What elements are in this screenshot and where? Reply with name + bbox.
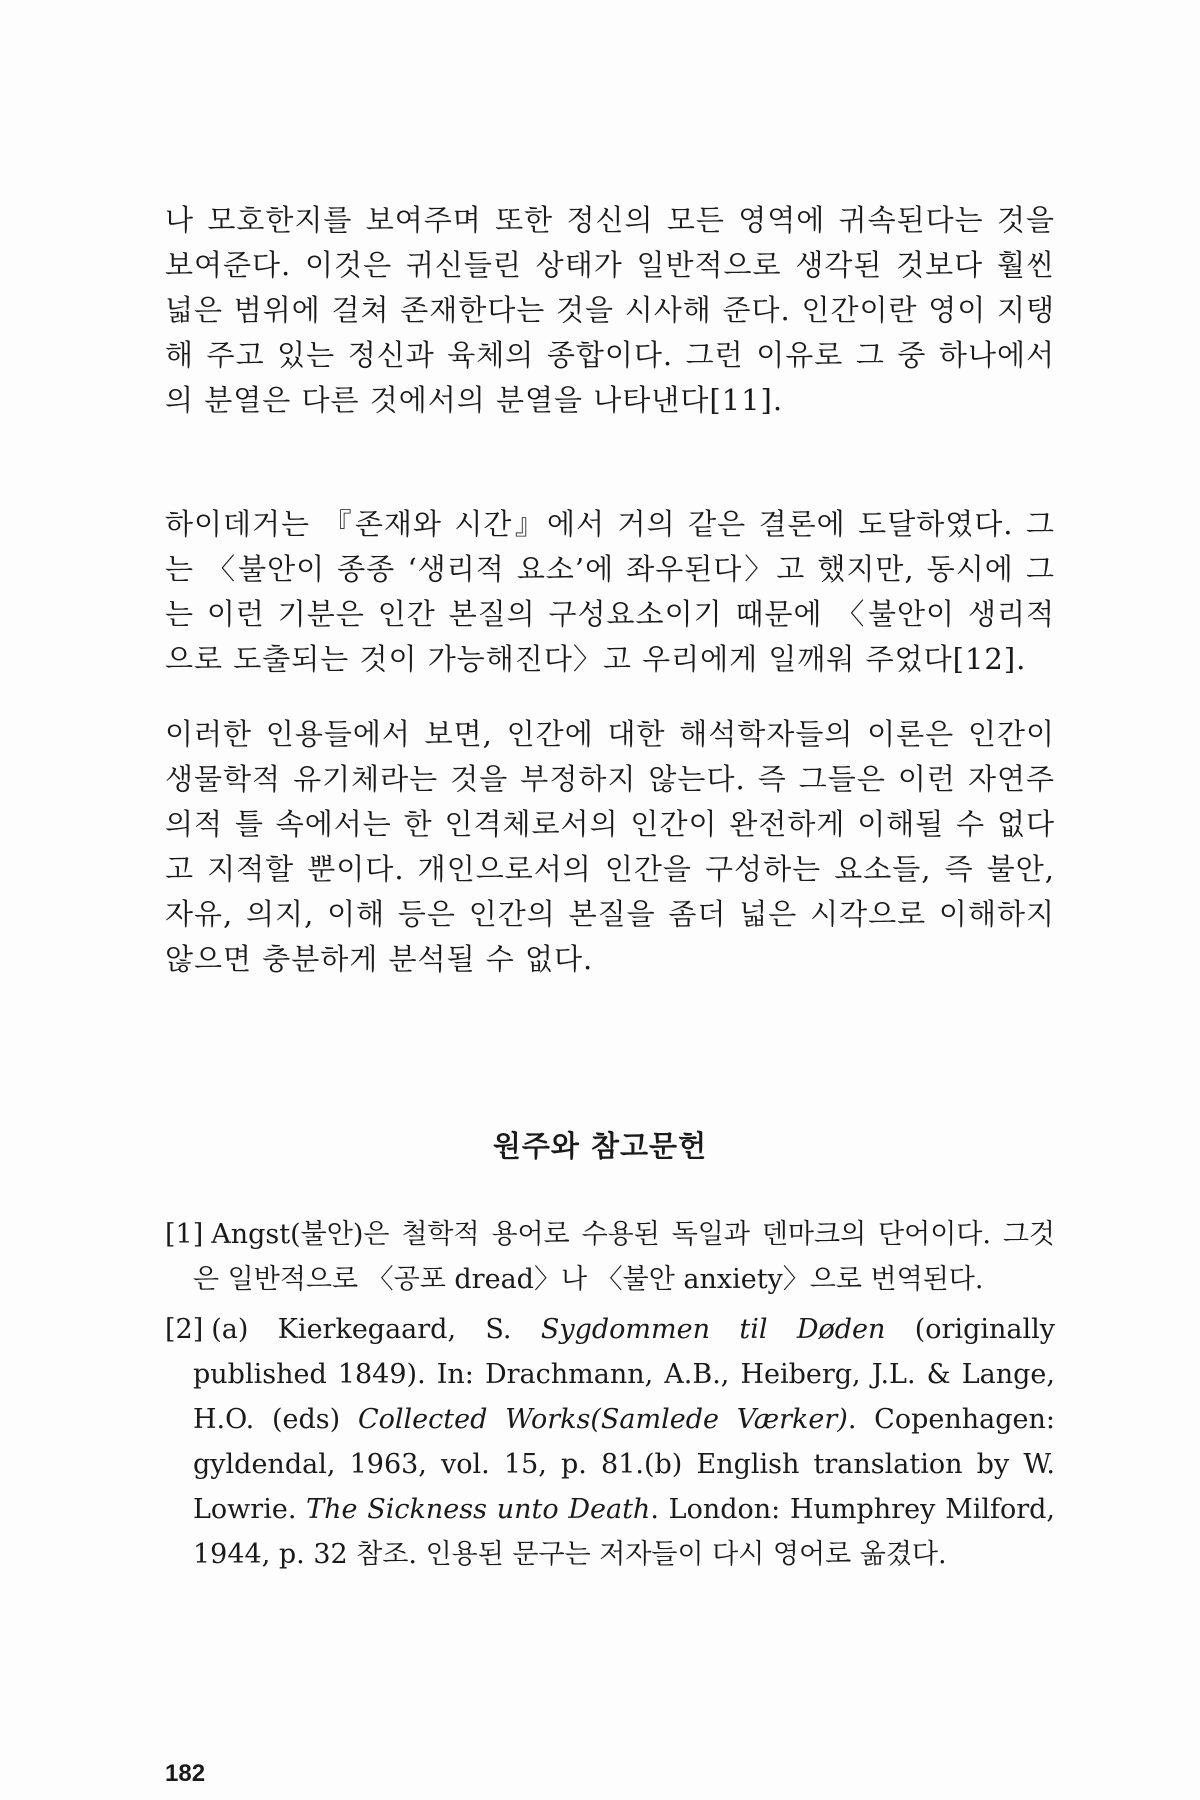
- references-heading: 원주와 참고문헌: [492, 1129, 708, 1163]
- reference-text: Angst(불안)은 철학적 용어로 수용된 독일과 덴마크의 단어이다. 그것은 일반적으로 〈공포 dread〉나 〈불안 anxiety〉으로 번역된다.: [193, 1219, 1055, 1295]
- reference-list: [165, 1212, 1055, 1582]
- body-paragraph-1: 나 모호한지를 보여주며 또한 정신의 모든 영역에 귀속된다는 것을 보여준다. 이것은 귀신들린 상태가 일반적으로 생각된 것보다 훨씬 넓은 범위에 걸쳐 존재한다는 것을 시사해 준다. 인간이란 영이 지탱해 주고 있는 정신과 육체의 종합이다. 그런 이유로 그 중 하나에서의 분열은 다른 것에서의 분열을 나타낸다[11].: [165, 203, 1055, 417]
- body-paragraph-2: 하이데거는 『존재와 시간』에서 거의 같은 결론에 도달하였다. 그는 〈불안이 종종 ‘생리적 요소’에 좌우된다〉고 했지만, 동시에 그는 이런 기분은 인간 본질의 구성요소이기 때문에 〈불안이 생리적으로 도출되는 것이 가능해진다〉고 우리에게 일깨워 주었다[12].: [165, 507, 1055, 676]
- reference-publisher: . Copenhagen: gyldendal, 1963, vol. 15, p. 81.: [193, 1404, 1055, 1480]
- reference-translation-title: The Sickness unto Death: [306, 1494, 651, 1525]
- reference-collection-title: Collected Works(Samlede Værker): [357, 1404, 848, 1435]
- reference-item-2: [165, 1307, 1055, 1577]
- reference-part-a-label: (a) Kierkegaard, S.: [211, 1314, 541, 1345]
- reference-item-1: [165, 1212, 1055, 1302]
- reference-publication: (originally published 1849). In: Drachmann, A.B., Heiberg, J.L. & Lange, H.O. (eds): [193, 1314, 1055, 1435]
- reference-marker: [1]: [165, 1219, 204, 1250]
- reference-book-title: Sygdommen til Døden: [540, 1314, 886, 1345]
- reference-marker: [2]: [165, 1314, 204, 1345]
- reference-part-b-label: (b) English translation by W. Lowrie.: [193, 1449, 1055, 1525]
- body-paragraph-3: 이러한 인용들에서 보면, 인간에 대한 해석학자들의 이론은 인간이 생물학적 유기체라는 것을 부정하지 않는다. 즉 그들은 이런 자연주의적 틀 속에서는 한 인격체로서의 인간이 완전하게 이해될 수 없다고 지적할 뿐이다. 개인으로서의 인간을 구성하는 요소들, 즉 불안, 자유, 의지, 이해 등은 인간의 본질을 좀더 넓은 시각으로 이해하지 않으면 충분하게 분석될 수 없다.: [165, 717, 1055, 976]
- reference-translation-details: . London: Humphrey Milford, 1944, p. 32 참조. 인용된 문구는 저자들이 다시 영어로 옮겼다.: [193, 1494, 1056, 1570]
- page-number: 182: [165, 1760, 206, 1787]
